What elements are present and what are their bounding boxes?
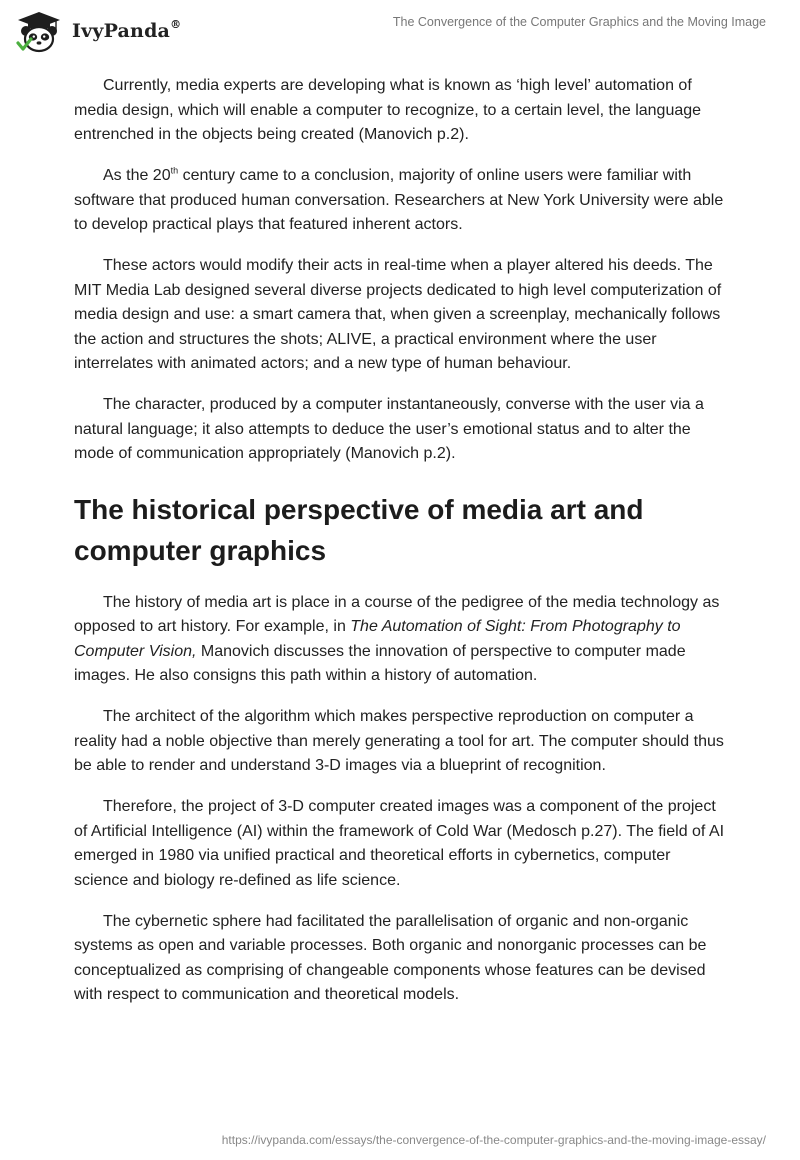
brand-name-text: IvyPanda xyxy=(72,20,171,42)
paragraph-text: Manovich discusses the innovation of perspective to computer made images. He also consigns this path within a history of automation. xyxy=(74,642,686,684)
source-url[interactable]: https://ivypanda.com/essays/the-convergence-of-the-computer-graphics-and-the-moving-image-essay/ xyxy=(221,1133,766,1147)
paragraph xyxy=(74,164,728,238)
paragraph: Currently, media experts are developing what is known as ‘high level’ automation of media design, which will enable a computer to recognize, to a certain level, the language entrenched in the objects being created (Manovich p.2). xyxy=(74,77,702,143)
panda-graduate-logo-icon xyxy=(14,9,64,53)
document-title: The Convergence of the Computer Graphics and the Moving Image xyxy=(392,15,766,29)
paragraph: The architect of the algorithm which makes perspective reproduction on computer a reality had a noble objective than merely generating a tool for art. The computer should thus be able to render and understand 3-D images via a blueprint of recognition. xyxy=(74,708,724,774)
essay-body xyxy=(74,74,728,1024)
paragraph: These actors would modify their acts in real-time when a player altered his deeds. The MIT Media Lab designed several diverse projects dedicated to high level computerization of media design and use: a smart camera that, when given a screenplay, mechanically follows the action and structures the shots; ALIVE, a practical environment where the user interrelates with animated actors; and a new type of human behaviour. xyxy=(74,257,722,372)
paragraph: Therefore, the project of 3-D computer created images was a component of the project of Artificial Intelligence (AI) within the framework of Cold War (Medosch p.27). The field of AI emerged in 1980 via unified practical and theoretical efforts in cybernetics, computer science and biology re-defined as life science. xyxy=(74,798,725,889)
page-header xyxy=(0,0,800,60)
brand-name xyxy=(72,20,181,42)
brand-registered-mark: ® xyxy=(170,18,182,31)
book-title: The Automation of Sight: From Photography to Computer Vision, xyxy=(74,618,681,660)
paragraph-text: century came to a conclusion, majority of online users were familiar with software that produced human conversation. Researchers at New York University were able to develop practical plays that featured inherent actors. xyxy=(74,167,724,233)
superscript: th xyxy=(170,165,179,176)
brand-logo[interactable] xyxy=(14,9,181,53)
section-heading: The historical perspective of media art and computer graphics xyxy=(74,493,644,566)
paragraph xyxy=(74,591,728,689)
paragraph-text: The history of media art is place in a course of the pedigree of the media technology as opposed to art history. For example, in xyxy=(74,593,720,635)
paragraph-text: As the 20 xyxy=(103,167,171,184)
paragraph: The cybernetic sphere had facilitated the parallelisation of organic and non-organic systems as open and variable processes. Both organic and nonorganic processes can be conceptualized as comprising of changeable components whose features can be devised with respect to communication and theoretical models. xyxy=(74,912,707,1003)
paragraph: The character, produced by a computer instantaneously, converse with the user via a natural language; it also attempts to deduce the user’s emotional status and to alter the mode of communication appropriately (Manovich p.2). xyxy=(74,396,704,462)
